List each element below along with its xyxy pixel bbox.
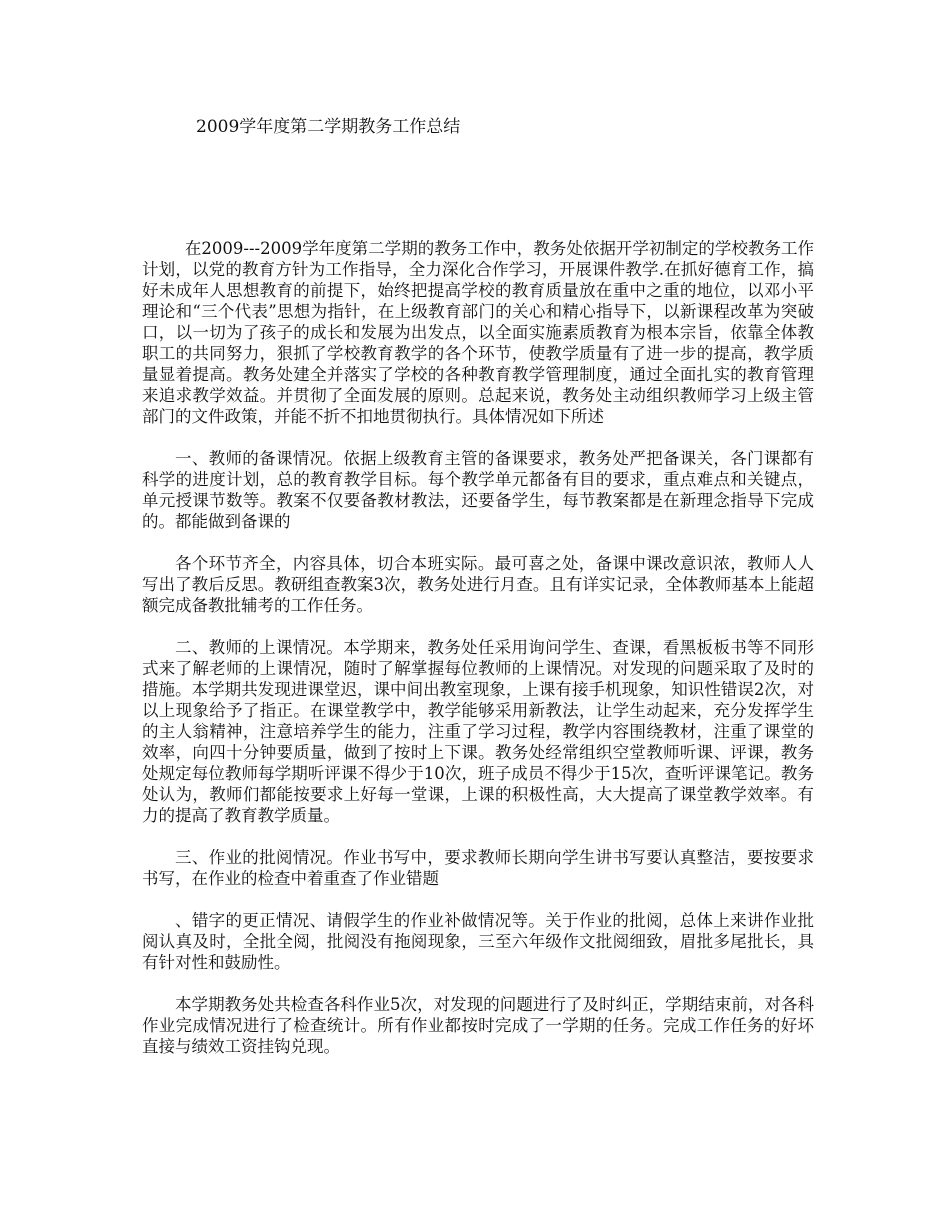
document-body (142, 238, 814, 1057)
paragraph-homework-inspection: 本学期教务处共检查各科作业5次，对发现的问题进行了及时纠正，学期结束前，对各科作业完成情况进行了检查统计。所有作业都按时完成了一学期的任务。完成工作任务的好坏直接与绩效工资挂钩兑现。 (142, 995, 814, 1056)
paragraph-lesson-preparation: 一、教师的备课情况。依据上级教育主管的备课要求，教务处严把备课关，各门课都有科学的进度计划，总的教育教学目标。每个教学单元都备有目的要求，重点难点和关键点，单元授课节数等。教案不仅要备教材教法，还要备学生，每节教案都是在新理念指导下完成的。都能做到备课的 (142, 449, 814, 531)
paragraph-lesson-preparation-continued: 各个环节齐全，内容具体，切合本班实际。最可喜之处，备课中课改意识浓，教师人人写出了教后反思。教研组查教案3次，教务处进行月查。且有详实记录，全体教师基本上能超额完成备教批辅考的工作任务。 (142, 554, 814, 615)
document-title: 2009学年度第二学期教务工作总结 (196, 117, 461, 137)
paragraph-intro: 在2009---2009学年度第二学期的教务工作中，教务处依据开学初制定的学校教务工作计划，以党的教育方针为工作指导，全力深化合作学习，开展课件教学.在抓好德育工作，搞好未成年人思想教育的前提下，始终把提高学校的教育质量放在重中之重的地位，以邓小平理论和“三个代表”思想为指针，在上级教育部门的关心和精心指导下，以新课程改革为突破口，以一切为了孩子的成长和发展为出发点，以全面实施素质教育为根本宗旨，依靠全体教职工的共同努力，狠抓了学校教育教学的各个环节，使教学质量有了进一步的提高，教学质量显着提高。教务处建全并落实了学校的各种教育教学管理制度，通过全面扎实的教育管理来追求教学效益。并贯彻了全面发展的原则。总起来说，教务处主动组织教师学习上级主管部门的文件政策，并能不折不扣地贯彻执行。具体情况如下所述 (142, 239, 814, 426)
paragraph-homework-review: 三、作业的批阅情况。作业书写中，要求教师长期向学生讲书写要认真整洁，要按要求书写，在作业的检查中着重查了作业错题 (142, 848, 814, 888)
paragraph-teaching: 二、教师的上课情况。本学期来，教务处任采用询问学生、查课，看黑板板书等不同形式来了解老师的上课情况，随时了解掌握每位教师的上课情况。对发现的问题采取了及时的措施。本学期共发现进课堂迟，课中间出教室现象，上课有接手机现象，知识性错误2次，对以上现象给予了指正。在课堂教学中，教学能够采用新教法，让学生动起来，充分发挥学生的主人翁精神，注意培养学生的能力，注重了学习过程，教学内容围绕教材，注重了课堂的效率，向四十分钟要质量，做到了按时上下课。教务处经常组织空堂教师听课、评课，教务处规定每位教师每学期听评课不得少于10次，班子成员不得少于15次，查听评课笔记。教务处认为，教师们都能按要求上好每一堂课，上课的积极性高，大大提高了课堂教学效率。有力的提高了教育教学质量。 (142, 638, 814, 825)
paragraph-homework-review-continued: 、错字的更正情况、请假学生的作业补做情况等。关于作业的批阅，总体上来讲作业批阅认真及时，全批全阅，批阅没有拖阅现象，三至六年级作文批阅细致，眉批多尾批长，具有针对性和鼓励性。 (142, 911, 814, 972)
